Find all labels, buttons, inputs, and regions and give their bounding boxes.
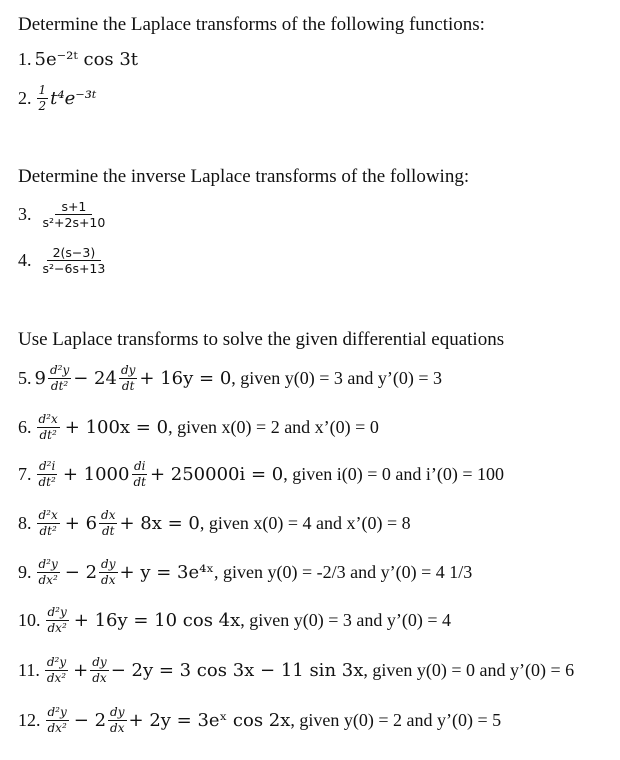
second-derivative [37,509,60,537]
operator-term: − 2 [73,709,107,731]
fraction-numerator: d²y [47,705,67,719]
equation-tail: + 8x = 0 [119,512,200,534]
second-derivative [37,558,60,586]
second-derivative [45,656,68,684]
second-derivative [37,460,58,488]
fraction-denominator: dt [121,378,135,393]
fraction-numerator: s+1 [55,200,92,215]
fraction-numerator: d²y [38,557,58,571]
first-derivative [131,460,148,488]
problem-6 [18,413,379,441]
fraction-denominator: dx² [47,720,67,735]
fraction-denominator: dt² [38,474,56,489]
problem-number: 9. [18,561,32,582]
operator-term: − 2 [64,561,98,583]
fraction-numerator: dy [92,655,107,669]
equation-tail: − 2y = 3 cos 3x − 11 sin 3x [110,659,364,681]
initial-conditions: , given y(0) = -2/3 and y’(0) = 4 1/3 [213,561,473,582]
problem-expression: t⁴e⁻³ᵗ [50,87,97,109]
equation-tail: + 2y = 3eˣ cos 2x [128,709,291,731]
rational-function [37,246,112,275]
operator-term: − 24 [73,367,117,389]
operator-term: + 1000 [62,463,130,485]
section2-heading: Determine the inverse Laplace transforms of the following: [18,166,470,187]
fraction-denominator: dx [101,572,116,587]
problem-2 [18,84,96,112]
problem-8 [18,509,411,537]
fraction-numerator: d²i [38,459,56,473]
first-derivative [90,656,108,684]
fraction-denominator: dx [110,720,125,735]
fraction-denominator: s²−6s+13 [42,261,106,277]
problem-number: 3. [18,204,32,225]
equation-tail: + 100x = 0 [64,416,169,438]
first-derivative [108,706,126,734]
problem-3 [18,200,113,229]
section3-heading: Use Laplace transforms to solve the given differential equations [18,329,505,350]
initial-conditions: , given x(0) = 4 and x’(0) = 8 [199,512,411,533]
equation-tail: + 16y = 0 [139,367,232,389]
problem-number: 11. [18,659,40,680]
problem-number: 5. [18,367,32,388]
problem-5 [18,364,442,392]
coefficient: 9 [34,367,46,389]
fraction-denominator: 2 [38,98,47,113]
fraction-numerator: d²y [49,363,70,377]
initial-conditions: , given y(0) = 0 and y’(0) = 6 [363,659,575,680]
second-derivative [46,706,69,734]
operator-term: + 6 [64,512,98,534]
fraction-denominator: dx² [38,572,58,587]
first-derivative [99,558,117,586]
problem-number: 4. [18,250,32,271]
initial-conditions: , given y(0) = 2 and y’(0) = 5 [290,709,502,730]
fraction-denominator: dt² [39,523,57,538]
section1-heading: Determine the Laplace transforms of the following functions: [18,14,485,35]
fraction-denominator: dt² [39,427,57,442]
problem-1 [18,49,138,70]
fraction-numerator: di [133,459,146,473]
problem-number: 2. [18,87,32,108]
initial-conditions: , given y(0) = 3 and y’(0) = 4 [240,609,452,630]
initial-conditions: , given x(0) = 2 and x’(0) = 0 [168,416,379,437]
fraction-denominator: dx [92,670,107,685]
problem-7 [18,460,504,488]
fraction-numerator: dy [120,363,136,377]
problem-number: 8. [18,512,32,533]
rational-function [37,200,112,229]
fraction-denominator: s²+2s+10 [42,215,106,231]
operator-term: + [73,659,89,681]
problem-number: 1. [18,49,32,69]
initial-conditions: , given i(0) = 0 and i’(0) = 100 [283,463,504,484]
fraction-numerator: d²y [47,605,67,619]
problem-9 [18,558,472,586]
problem-number: 10. [18,609,41,630]
first-derivative [99,509,117,537]
problem-number: 6. [18,416,32,437]
second-derivative [48,364,71,392]
problem-4 [18,246,113,275]
fraction-numerator: dy [110,705,125,719]
fraction-denominator: dt² [50,378,69,393]
first-derivative [119,364,137,392]
problem-12 [18,706,501,734]
fraction-numerator: 1 [38,83,47,97]
fraction-numerator: dx [101,508,116,522]
coefficient-fraction [37,84,49,112]
fraction-numerator: d²x [38,412,58,426]
second-derivative [46,606,69,634]
problem-expression: 5e⁻²ᵗ cos 3t [34,49,139,70]
fraction-denominator: dx² [47,620,67,635]
initial-conditions: , given y(0) = 3 and y’(0) = 3 [231,367,443,388]
fraction-denominator: dt [102,523,115,538]
fraction-denominator: dx² [46,670,67,685]
fraction-numerator: d²x [38,508,58,522]
fraction-numerator: 2(s−3) [47,246,102,261]
problem-number: 7. [18,463,32,484]
fraction-numerator: d²y [46,655,67,669]
second-derivative [37,413,60,441]
problem-11 [18,656,574,684]
equation-tail: + 250000i = 0 [149,463,284,485]
fraction-numerator: dy [101,557,116,571]
problem-10 [18,606,451,634]
equation-tail: + y = 3e⁴ˣ [119,561,214,583]
equation-tail: + 16y = 10 cos 4x [73,609,241,631]
fraction-denominator: dt [133,474,146,489]
problem-number: 12. [18,709,41,730]
